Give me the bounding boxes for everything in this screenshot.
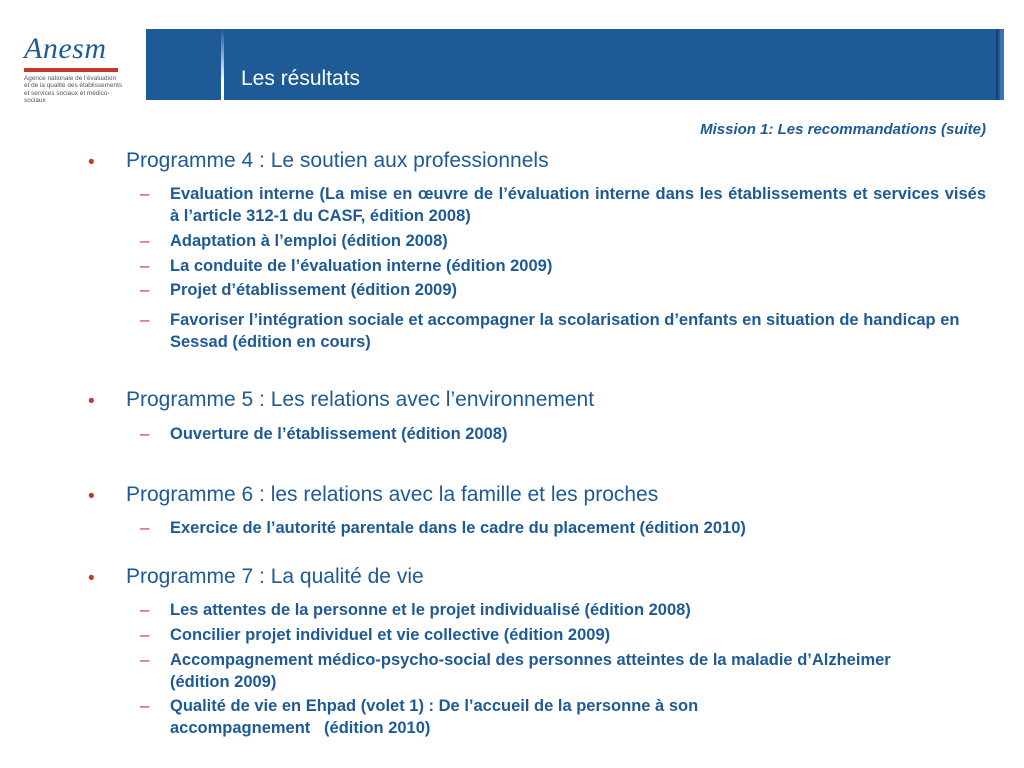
item-text: Favoriser l’intégration sociale et accompagner la scolarisation d’enfants en situation de handicap en Sessad (édition en cours)	[170, 311, 960, 351]
dash-icon: –	[140, 696, 150, 715]
item-text: Accompagnement médico-psycho-social des personnes atteintes de la maladie d’Alzheimer (édition 2009)	[170, 651, 891, 691]
logo-tagline-line: et de la qualité des établissements	[24, 82, 123, 90]
bullet-icon: •	[88, 152, 95, 173]
bullet-icon: •	[88, 568, 95, 589]
dash-icon: –	[140, 231, 150, 250]
anesm-logo	[24, 34, 124, 105]
logo-tagline-line: Agence nationale de l’évaluation	[24, 75, 117, 82]
item-text: Projet d’établissement (édition 2009)	[170, 281, 457, 299]
item-text: Evaluation interne (La mise en œuvre de l’évaluation interne dans les établissements et services visés à l’article 312-1 du CASF, édition 2008)	[170, 185, 986, 225]
dash-icon: –	[140, 280, 150, 299]
programme-title: Programme 7 : La qualité de vie	[126, 565, 424, 588]
dash-icon: –	[140, 650, 150, 669]
dash-icon: –	[140, 184, 150, 203]
item-text: Adaptation à l’emploi (édition 2008)	[170, 232, 448, 250]
item-text: Qualité de vie en Ehpad (volet 1) : De l’accueil de la personne à son accompagnement (édition 2010)	[170, 697, 703, 737]
logo-tagline-line: et services sociaux et médico-sociaux	[24, 89, 110, 105]
item-text: Ouverture de l’établissement (édition 2008)	[170, 425, 508, 443]
programme-title: Programme 5 : Les relations avec l’environnement	[126, 388, 595, 411]
logo-rule	[24, 68, 118, 72]
dash-icon: –	[140, 625, 150, 644]
logo-wordmark: Anesm	[24, 32, 107, 65]
bullet-icon: •	[88, 486, 95, 507]
dash-icon: –	[140, 518, 150, 537]
dash-icon: –	[140, 600, 150, 619]
header-edge-line	[996, 29, 998, 100]
programme-title: Programme 4 : Le soutien aux professionnels	[126, 149, 549, 172]
item-text: Exercice de l’autorité parentale dans le cadre du placement (édition 2010)	[170, 519, 746, 537]
slide-subtitle: Mission 1: Les recommandations (suite)	[700, 121, 986, 138]
dash-icon: –	[140, 310, 150, 329]
header-edge	[1000, 29, 1004, 100]
logo-tagline	[24, 75, 124, 105]
item-text: La conduite de l’évaluation interne (édition 2009)	[170, 257, 553, 275]
header-separator	[221, 29, 224, 100]
item-text: Les attentes de la personne et le projet individualisé (édition 2008)	[170, 601, 691, 619]
dash-icon: –	[140, 424, 150, 443]
bullet-icon: •	[88, 391, 95, 412]
programme-title: Programme 6 : les relations avec la famille et les proches	[126, 483, 659, 506]
header-band	[146, 29, 1004, 100]
slide-title: Les résultats	[241, 67, 361, 90]
item-text: Concilier projet individuel et vie collective (édition 2009)	[170, 626, 611, 644]
dash-icon: –	[140, 256, 150, 275]
